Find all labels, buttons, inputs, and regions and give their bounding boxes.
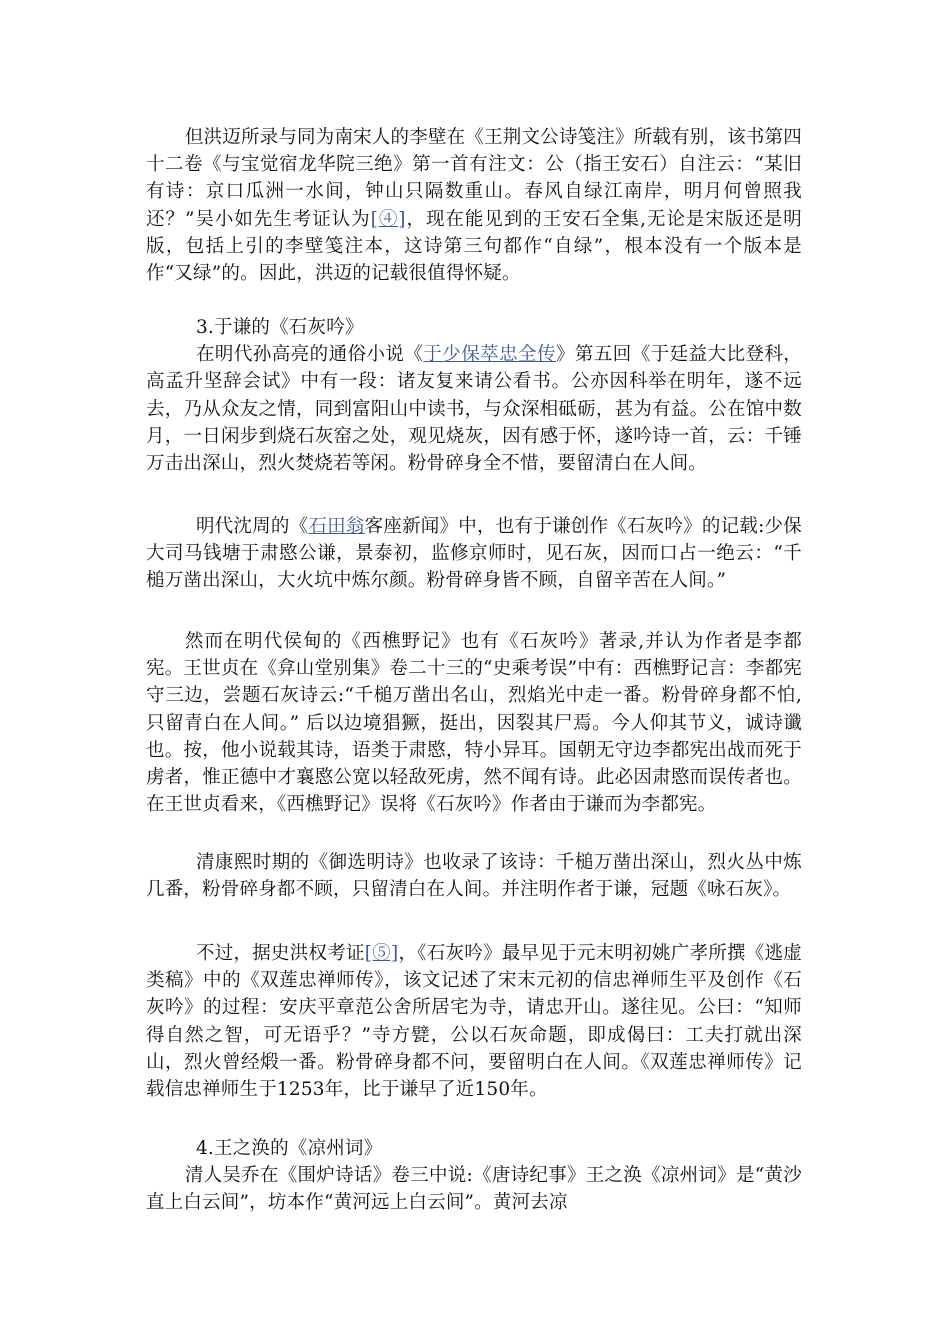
link-shitian-weng[interactable]: 石田翁 <box>308 516 365 537</box>
paragraph-shi-hongquan <box>146 940 802 1103</box>
paragraph-text: 在明代孙高亮的通俗小说《 <box>195 344 424 366</box>
paragraph-shen-zhou <box>146 513 802 595</box>
section-heading-4: 4.王之涣的《凉州词》 <box>195 1138 383 1159</box>
paragraph-text: 客座新闻》中，也有于谦创作《石灰吟》的记载:少保大司马钱塘于肃愍公谦，景泰初，监修京师时，见石灰，因而口占一绝云：“千槌万凿出深山，大火坑中炼尔颜。粉骨碎身皆不顾，自留辛苦在人间。” <box>146 516 802 592</box>
paragraph-text: ，《石灰吟》最早见于元末明初姚广孝所撰《逃虚类稿》中的《双莲忠禅师传》，该文记述了宋末元初的信忠禅师生平及创作《石灰吟》的过程：安庆平章范公舍所居宅为寺，请忠开山。遂往见。公曰：“知师得自然之智，可无语乎？”寺方甓，公以石灰命题，即成偈曰：工夫打就出深山，烈火曾经煅一番。粉骨碎身都不问，要留明白在人间。《双莲忠禅师传》记载信忠禅师生于1253年，比于谦早了近150年。 <box>146 943 802 1101</box>
section-heading-3: 3.于谦的《石灰吟》 <box>195 317 364 338</box>
section-3 <box>146 314 802 477</box>
paragraph-kangxi <box>146 849 802 903</box>
paragraph-text: 》第五回《于廷益大比登科，高孟升坚辞会试》中有一段：诸友复来请公看书。公亦因科举在明年，遂不远去，乃从众友之情，同到富阳山中读书，与众深相砥砺，甚为有益。公在馆中数月，一日闲步到烧石灰窑之处，观见烧灰，因有感于怀，遂吟诗一首，云：千锤万击出深山，烈火焚烧若等闲。粉骨碎身全不惜，要留清白在人间。 <box>146 344 802 475</box>
paragraph-text: 清康熙时期的《御选明诗》也收录了该诗：千槌万凿出深山，烈火丛中炼几番，粉骨碎身都不顾，只留清白在人间。并注明作者于谦，冠题《咏石灰》。 <box>146 852 802 901</box>
paragraph-text: ，现在能见到的王安石全集,无论是宋版还是明版，包括上引的李壁笺注本，这诗第三句都作“自绿”，根本没有一个版本是作“又绿”的。因此，洪迈的记载很值得怀疑。 <box>146 208 802 285</box>
paragraph-text: 但洪迈所录与同为南宋人的李壁在《王荆文公诗笺注》所载有别，该书第四十二卷《与宝觉宿龙华院三绝》第一首有注文：公（指王安石）自注云：“某旧有诗：京口瓜洲一水间，钟山只隔数重山。春风自绿江南岸，明月何曾照我还？”吴小如先生考证认为 <box>146 127 802 230</box>
footnote-ref-4[interactable]: [④] <box>370 208 406 230</box>
paragraph-text: 明代沈周的《 <box>195 516 309 537</box>
paragraph-text: 不过，据史洪权考证 <box>195 943 365 964</box>
paragraph-text: 清人吴乔在《围炉诗话》卷三中说:《唐诗纪事》王之涣《凉州词》是“黄沙直上白云间”，坊本作“黄河远上白云间”。黄河去凉 <box>146 1165 802 1214</box>
paragraph-wang-anshi <box>146 124 802 287</box>
link-yu-shaobao[interactable]: 于少保萃忠全传 <box>423 344 556 366</box>
paragraph-text: 然而在明代侯甸的《西樵野记》也有《石灰吟》著录,并认为作者是李都宪。王世贞在《弇山堂别集》卷二十三的“史乘考误”中有：西樵野记言：李都宪守三边，尝题石灰诗云:“千槌万凿出名山，烈焰光中走一番。粉骨碎身都不怕,只留青白在人间。” 后以边境猖獗，挺出，因裂其尸焉。今人仰其节义，诚诗谶也。按，他小说载其诗，语类于肃愍，特小异耳。国朝无守边李都宪出战而死于虏者，惟正德中才襄愍公宽以轻敌死虏，然不闻有诗。此必因肃愍而误传者也。在王世贞看来，《西樵野记》误将《石灰吟》作者由于谦而为李都宪。 <box>146 631 802 816</box>
section-4 <box>146 1135 802 1217</box>
paragraph-xiqiao-yeji <box>146 628 802 818</box>
footnote-ref-5[interactable]: [⑤] <box>364 943 399 964</box>
